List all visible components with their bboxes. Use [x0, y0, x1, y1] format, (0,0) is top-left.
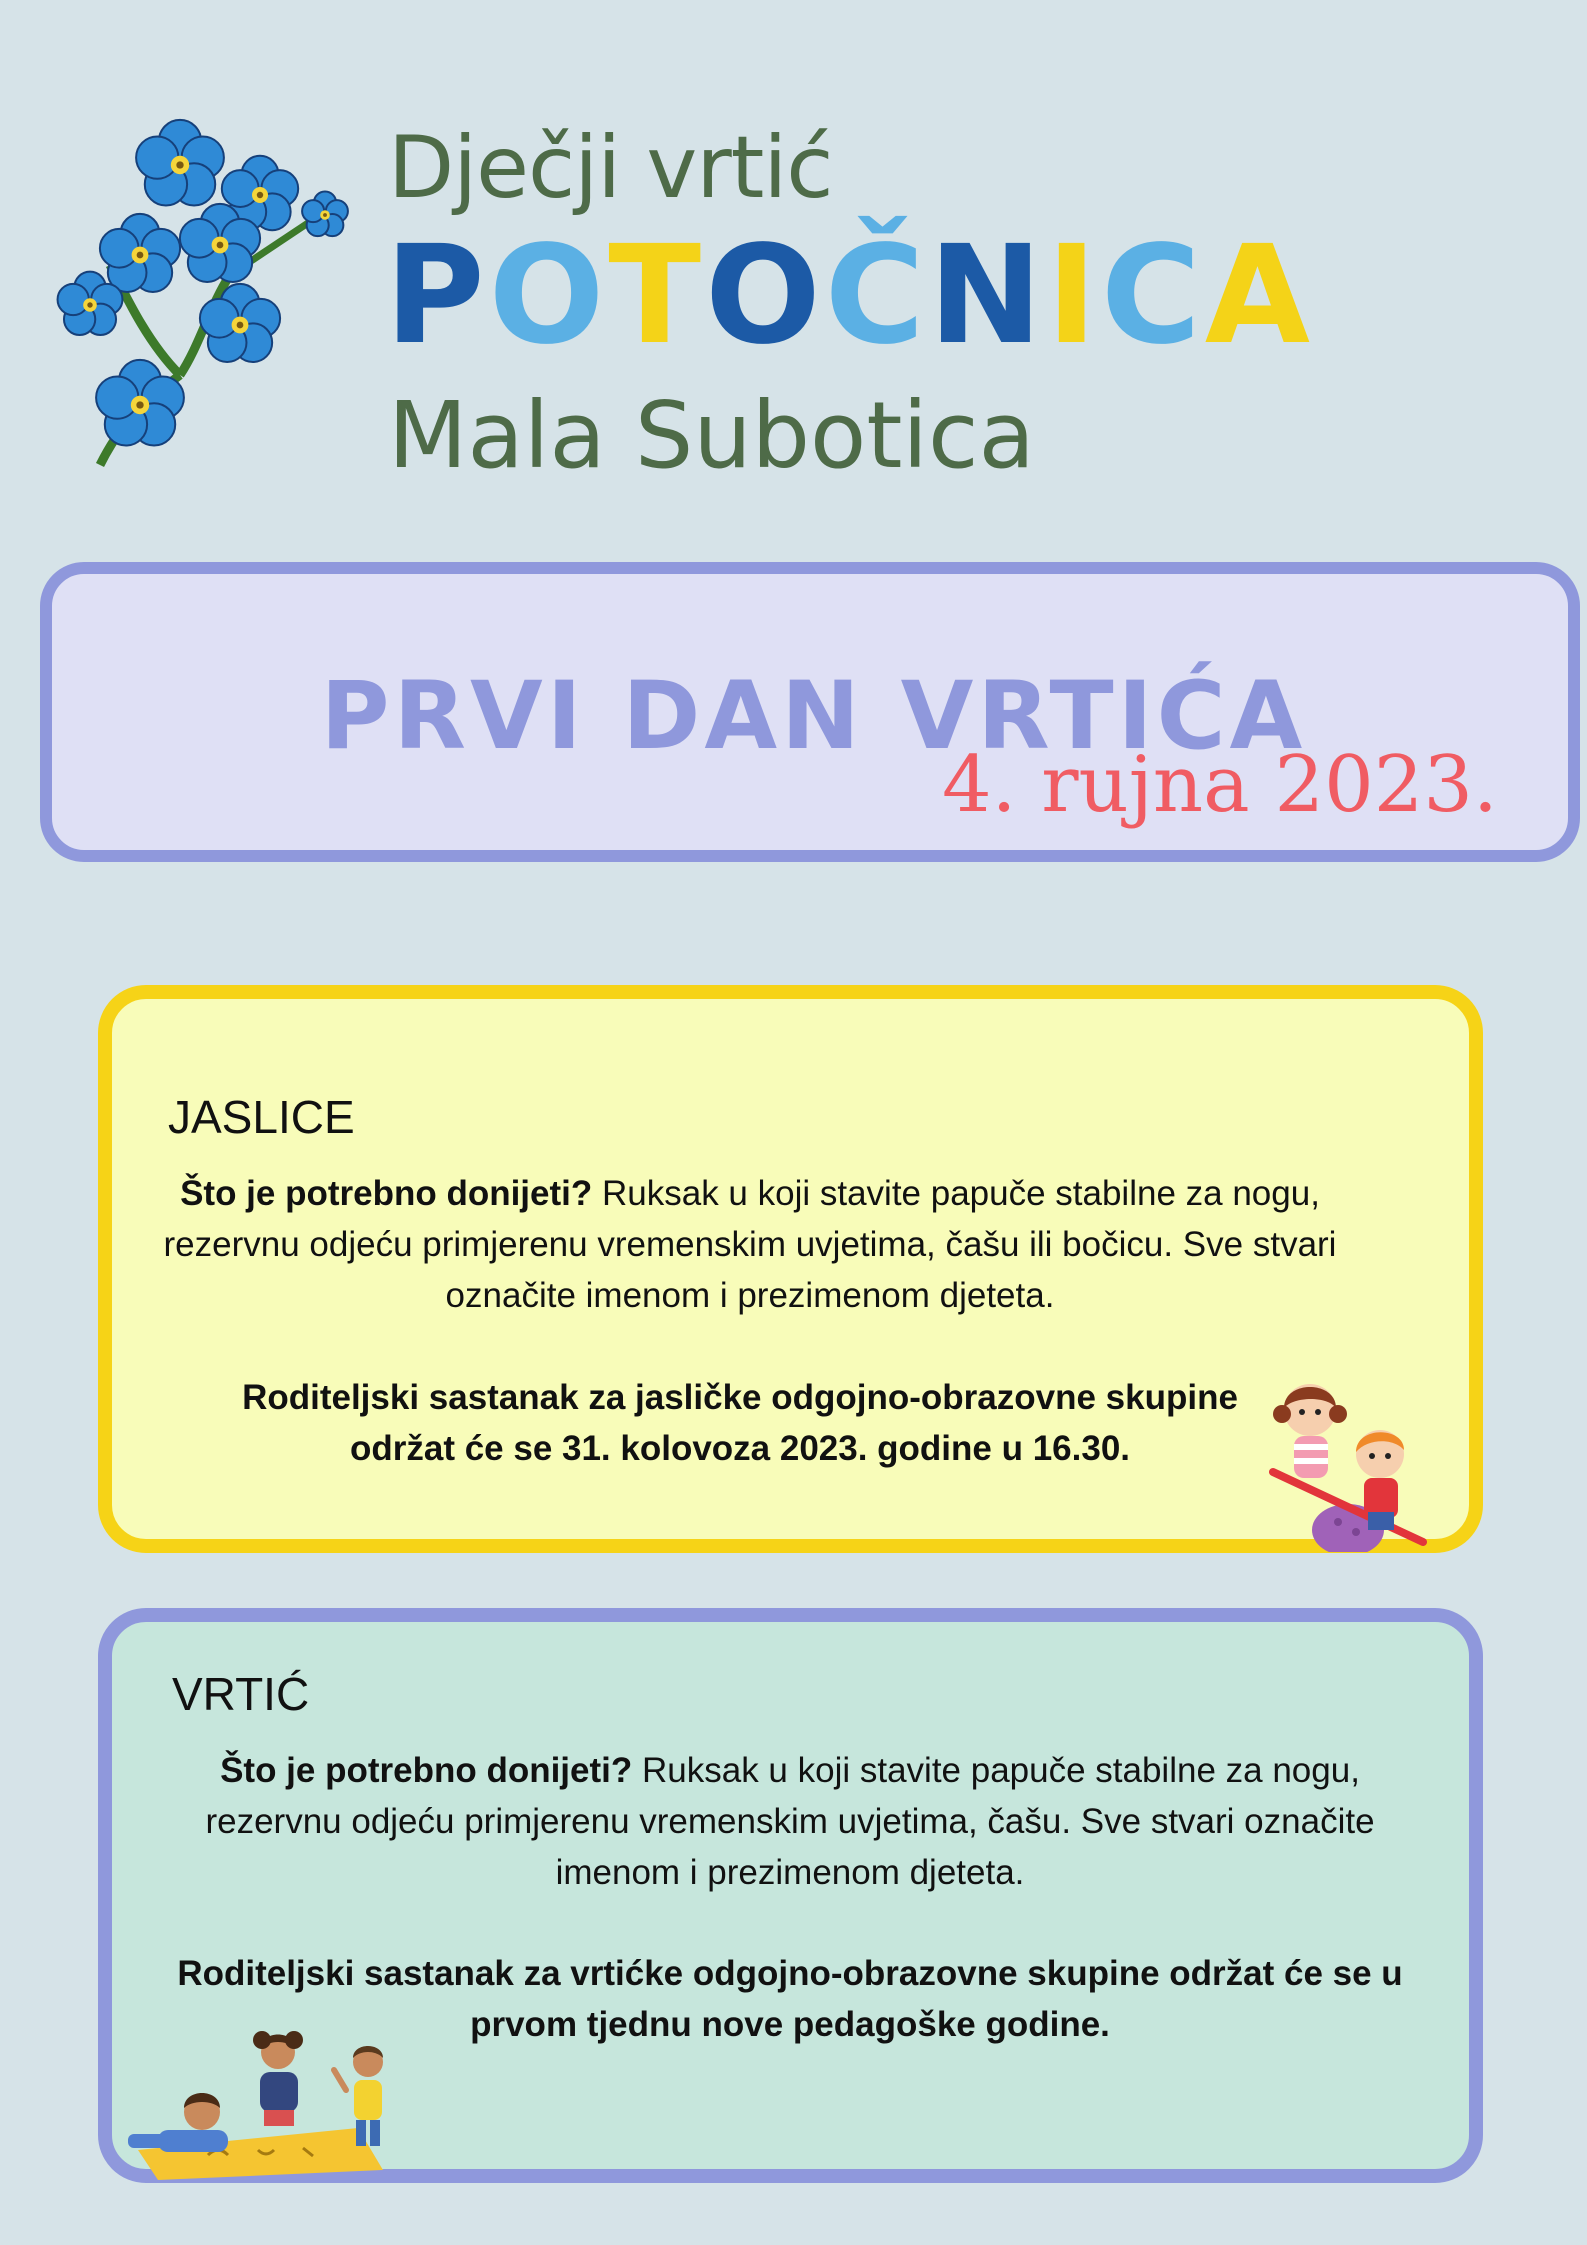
forget-me-not-flowers-icon: [30, 105, 390, 475]
logo-letter: T: [608, 217, 706, 375]
logo-letter: C: [1100, 217, 1205, 375]
vrtic-heading: VRTIĆ: [172, 1668, 310, 1720]
jaslice-meeting: Roditeljski sastanak za jasličke odgojno-obrazovne skupine održat će se 31. kolovoza 2023. godine u 16.30.: [242, 1378, 1238, 1468]
vrtic-items-text: [150, 1745, 1430, 1898]
jaslice-items-text: [160, 1168, 1340, 1321]
logo-line-1: Dječji vrtić: [388, 118, 833, 218]
logo-letter: N: [928, 217, 1047, 375]
logo-letter: O: [705, 217, 825, 375]
vrtic-question: Što je potrebno donijeti?: [220, 1751, 633, 1790]
logo-line-3: Mala Subotica: [388, 382, 1035, 489]
jaslice-question: Što je potrebno donijeti?: [180, 1174, 593, 1213]
logo-letter: O: [488, 217, 609, 375]
drawing-children-icon: [118, 2030, 398, 2180]
seesaw-children-icon: [1268, 1372, 1428, 1552]
vrtic-meeting: Roditeljski sastanak za vrtićke odgojno-obrazovne skupine održat će se u prvom tjednu nove pedagoške godine.: [177, 1954, 1403, 2044]
vrtic-answer: Ruksak u koji stavite papuče stabilne za nogu, rezervnu odjeću primjerenu vremenskim uvjetima, čašu. Sve stvari označite imenom i prezimenom djeteta.: [205, 1751, 1375, 1892]
logo-letter: Č: [824, 217, 929, 375]
logo-line-2: [385, 217, 1315, 375]
jaslice-answer: Ruksak u koji stavite papuče stabilne za nogu, rezervnu odjeću primjerenu vremenskim uvjetima, čašu ili bočicu. Sve stvari označite imenom i prezimenom djeteta.: [163, 1174, 1337, 1315]
page-title: PRVI DAN VRTIĆA: [320, 662, 1307, 771]
logo-letter: A: [1204, 217, 1315, 375]
logo-letter: I: [1046, 217, 1101, 375]
event-date: 4. rujna 2023.: [942, 740, 1498, 830]
logo-letter: P: [385, 217, 489, 375]
jaslice-heading: JASLICE: [168, 1091, 355, 1143]
